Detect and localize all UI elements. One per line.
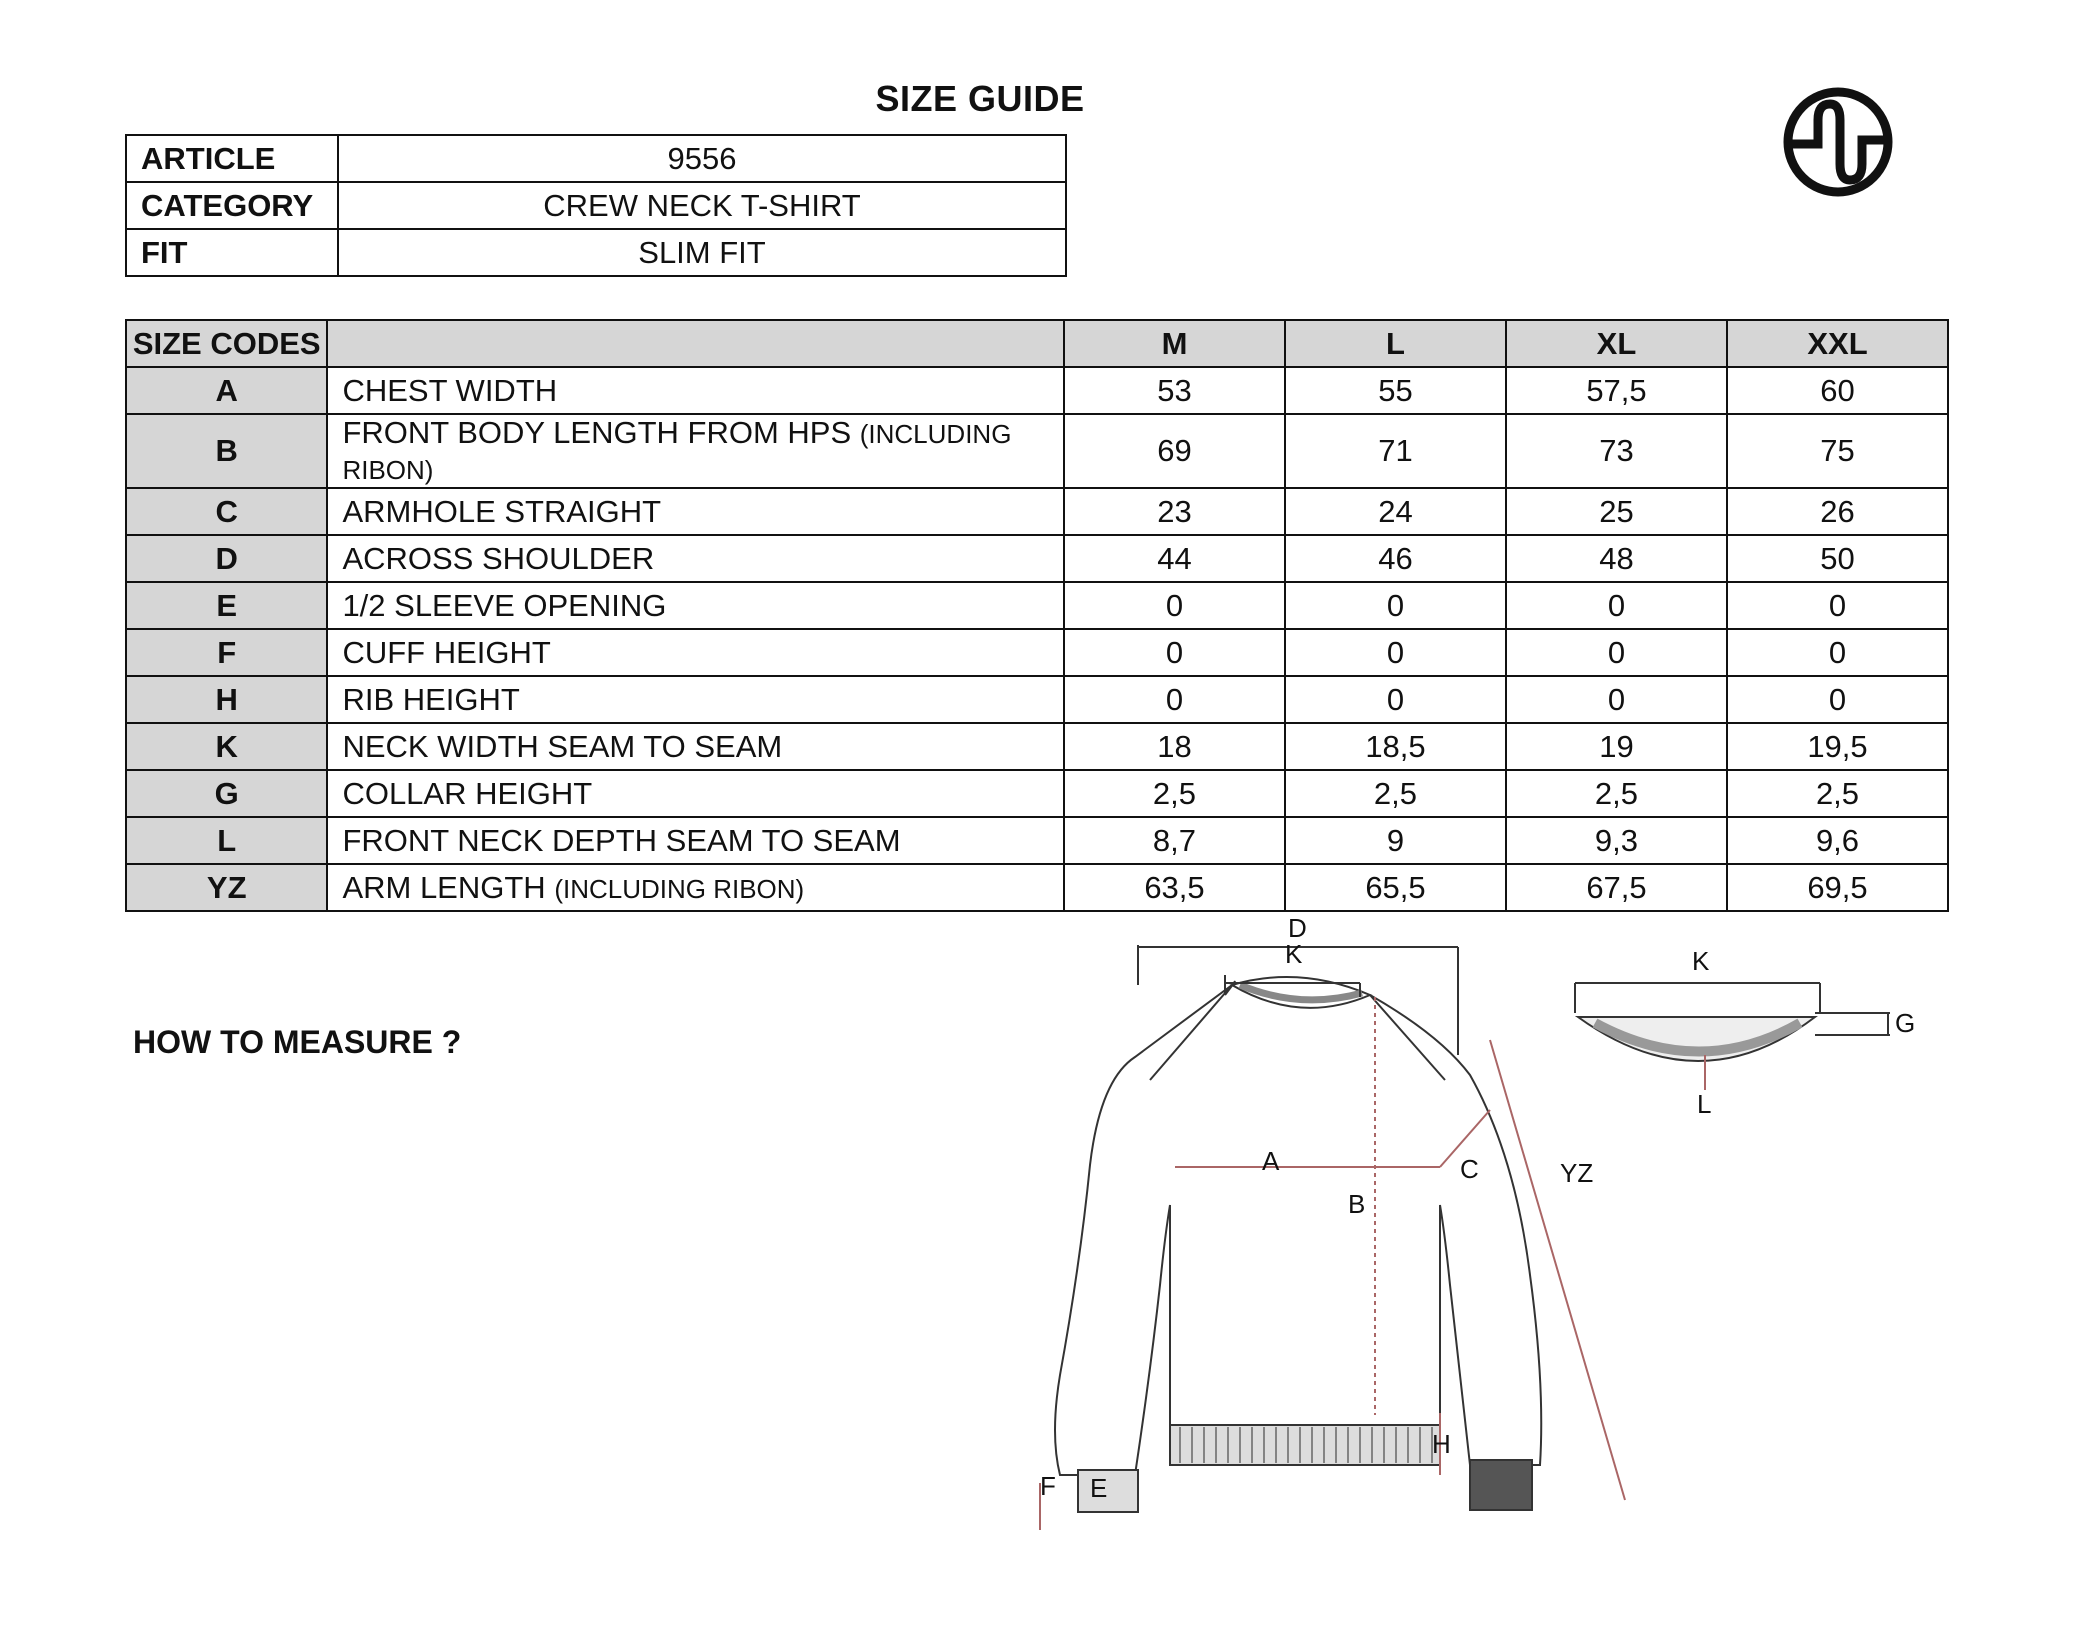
size-row <box>126 676 1948 723</box>
label-l: L <box>1697 1089 1712 1119</box>
category-row <box>126 182 1066 229</box>
size-value: 2,5 <box>1506 770 1727 817</box>
label-a: A <box>1262 1146 1280 1176</box>
size-row <box>126 488 1948 535</box>
collar-detail-g <box>1815 1013 1890 1035</box>
size-value: 48 <box>1506 535 1727 582</box>
description-text: ARMHOLE STRAIGHT <box>342 493 662 529</box>
size-value: 0 <box>1285 676 1506 723</box>
size-row <box>126 817 1948 864</box>
meta-value: CREW NECK T-SHIRT <box>338 182 1066 229</box>
measurement-description <box>327 488 1064 535</box>
size-value: 0 <box>1727 629 1948 676</box>
size-row <box>126 864 1948 911</box>
label-h: H <box>1432 1429 1451 1459</box>
description-text: ACROSS SHOULDER <box>342 540 655 576</box>
label-collar-k: K <box>1692 946 1710 976</box>
size-value: 44 <box>1064 535 1285 582</box>
size-value: 0 <box>1064 676 1285 723</box>
measurement-description <box>327 582 1064 629</box>
description-text: CUFF HEIGHT <box>342 634 551 670</box>
size-value: 60 <box>1727 367 1948 414</box>
fit-row <box>126 229 1066 276</box>
description-text: FRONT BODY LENGTH FROM HPS <box>342 415 852 450</box>
page-title: SIZE GUIDE <box>875 78 1085 119</box>
size-code: H <box>126 676 327 723</box>
measurement-description <box>327 414 1064 488</box>
article-info-table <box>125 134 1067 277</box>
meta-label: CATEGORY <box>126 182 338 229</box>
size-value: 23 <box>1064 488 1285 535</box>
size-code: A <box>126 367 327 414</box>
size-value: 0 <box>1506 676 1727 723</box>
description-text: FRONT NECK DEPTH SEAM TO SEAM <box>342 822 901 858</box>
label-g: G <box>1895 1008 1916 1038</box>
size-row <box>126 535 1948 582</box>
label-yz: YZ <box>1560 1158 1594 1188</box>
size-value: 75 <box>1727 414 1948 488</box>
size-value: 0 <box>1064 629 1285 676</box>
size-row <box>126 770 1948 817</box>
measurement-description <box>327 864 1064 911</box>
description-text: RIB HEIGHT <box>342 681 520 717</box>
size-value: 19 <box>1506 723 1727 770</box>
brand-logo-icon <box>1778 82 1898 202</box>
size-value: 9 <box>1285 817 1506 864</box>
size-value: 69,5 <box>1727 864 1948 911</box>
sweater-body-outline <box>1055 982 1541 1475</box>
size-value: 19,5 <box>1727 723 1948 770</box>
measurement-description <box>327 770 1064 817</box>
description-text: CHEST WIDTH <box>342 372 558 408</box>
measurement-description <box>327 535 1064 582</box>
measurement-description <box>327 367 1064 414</box>
size-row <box>126 414 1948 488</box>
size-code: G <box>126 770 327 817</box>
label-c: C <box>1460 1154 1479 1184</box>
size-value: 24 <box>1285 488 1506 535</box>
size-header: L <box>1285 320 1506 367</box>
label-e: E <box>1090 1473 1108 1503</box>
measurement-description <box>327 723 1064 770</box>
size-value: 0 <box>1285 629 1506 676</box>
size-header: XXL <box>1727 320 1948 367</box>
size-row <box>126 629 1948 676</box>
measure-line-yz <box>1490 1040 1625 1500</box>
size-value: 2,5 <box>1285 770 1506 817</box>
size-value: 0 <box>1064 582 1285 629</box>
size-code: C <box>126 488 327 535</box>
size-code: D <box>126 535 327 582</box>
size-value: 71 <box>1285 414 1506 488</box>
size-value: 73 <box>1506 414 1727 488</box>
size-code: K <box>126 723 327 770</box>
how-to-measure-heading: HOW TO MEASURE ? <box>133 1024 462 1060</box>
size-row <box>126 582 1948 629</box>
shoulder-seam-left <box>1150 985 1232 1080</box>
size-code: L <box>126 817 327 864</box>
size-value: 8,7 <box>1064 817 1285 864</box>
size-table-header <box>126 320 1948 367</box>
size-code: B <box>126 414 327 488</box>
description-text: NECK WIDTH SEAM TO SEAM <box>342 728 783 764</box>
description-header <box>327 320 1064 367</box>
measurement-description <box>327 817 1064 864</box>
left-cuff <box>1078 1470 1138 1512</box>
label-b: B <box>1348 1189 1366 1219</box>
size-value: 26 <box>1727 488 1948 535</box>
size-value: 57,5 <box>1506 367 1727 414</box>
measurement-description <box>327 676 1064 723</box>
article-row <box>126 135 1066 182</box>
right-cuff <box>1470 1460 1532 1510</box>
size-code: YZ <box>126 864 327 911</box>
size-value: 63,5 <box>1064 864 1285 911</box>
size-value: 18,5 <box>1285 723 1506 770</box>
measurement-diagram <box>1000 905 1960 1555</box>
size-value: 9,6 <box>1727 817 1948 864</box>
meta-label: FIT <box>126 229 338 276</box>
size-value: 50 <box>1727 535 1948 582</box>
size-value: 46 <box>1285 535 1506 582</box>
size-table <box>125 319 1949 912</box>
size-codes-header: SIZE CODES <box>126 320 327 367</box>
description-note: (INCLUDING RIBON) <box>554 873 805 904</box>
hem-rib <box>1170 1425 1440 1465</box>
size-value: 9,3 <box>1506 817 1727 864</box>
size-code: F <box>126 629 327 676</box>
description-note: (INCLUDING RIBON) <box>342 419 1012 485</box>
size-header: M <box>1064 320 1285 367</box>
size-value: 0 <box>1506 629 1727 676</box>
size-header: XL <box>1506 320 1727 367</box>
meta-value: 9556 <box>338 135 1066 182</box>
meta-value: SLIM FIT <box>338 229 1066 276</box>
description-text: COLLAR HEIGHT <box>342 775 593 811</box>
measurement-description <box>327 629 1064 676</box>
size-value: 67,5 <box>1506 864 1727 911</box>
size-row <box>126 723 1948 770</box>
description-text: ARM LENGTH <box>342 869 546 905</box>
size-value: 25 <box>1506 488 1727 535</box>
size-value: 0 <box>1727 676 1948 723</box>
size-value: 0 <box>1506 582 1727 629</box>
size-row <box>126 367 1948 414</box>
size-value: 55 <box>1285 367 1506 414</box>
size-value: 2,5 <box>1064 770 1285 817</box>
label-k: K <box>1285 939 1303 969</box>
description-text: 1/2 SLEEVE OPENING <box>342 587 667 623</box>
size-value: 0 <box>1727 582 1948 629</box>
label-d: D <box>1288 913 1307 943</box>
size-value: 65,5 <box>1285 864 1506 911</box>
size-value: 53 <box>1064 367 1285 414</box>
size-value: 0 <box>1285 582 1506 629</box>
size-table-body <box>126 367 1948 911</box>
size-value: 69 <box>1064 414 1285 488</box>
collar-detail-top <box>1575 983 1820 1013</box>
size-value: 18 <box>1064 723 1285 770</box>
size-value: 2,5 <box>1727 770 1948 817</box>
label-f: F <box>1040 1471 1056 1501</box>
size-code: E <box>126 582 327 629</box>
meta-label: ARTICLE <box>126 135 338 182</box>
